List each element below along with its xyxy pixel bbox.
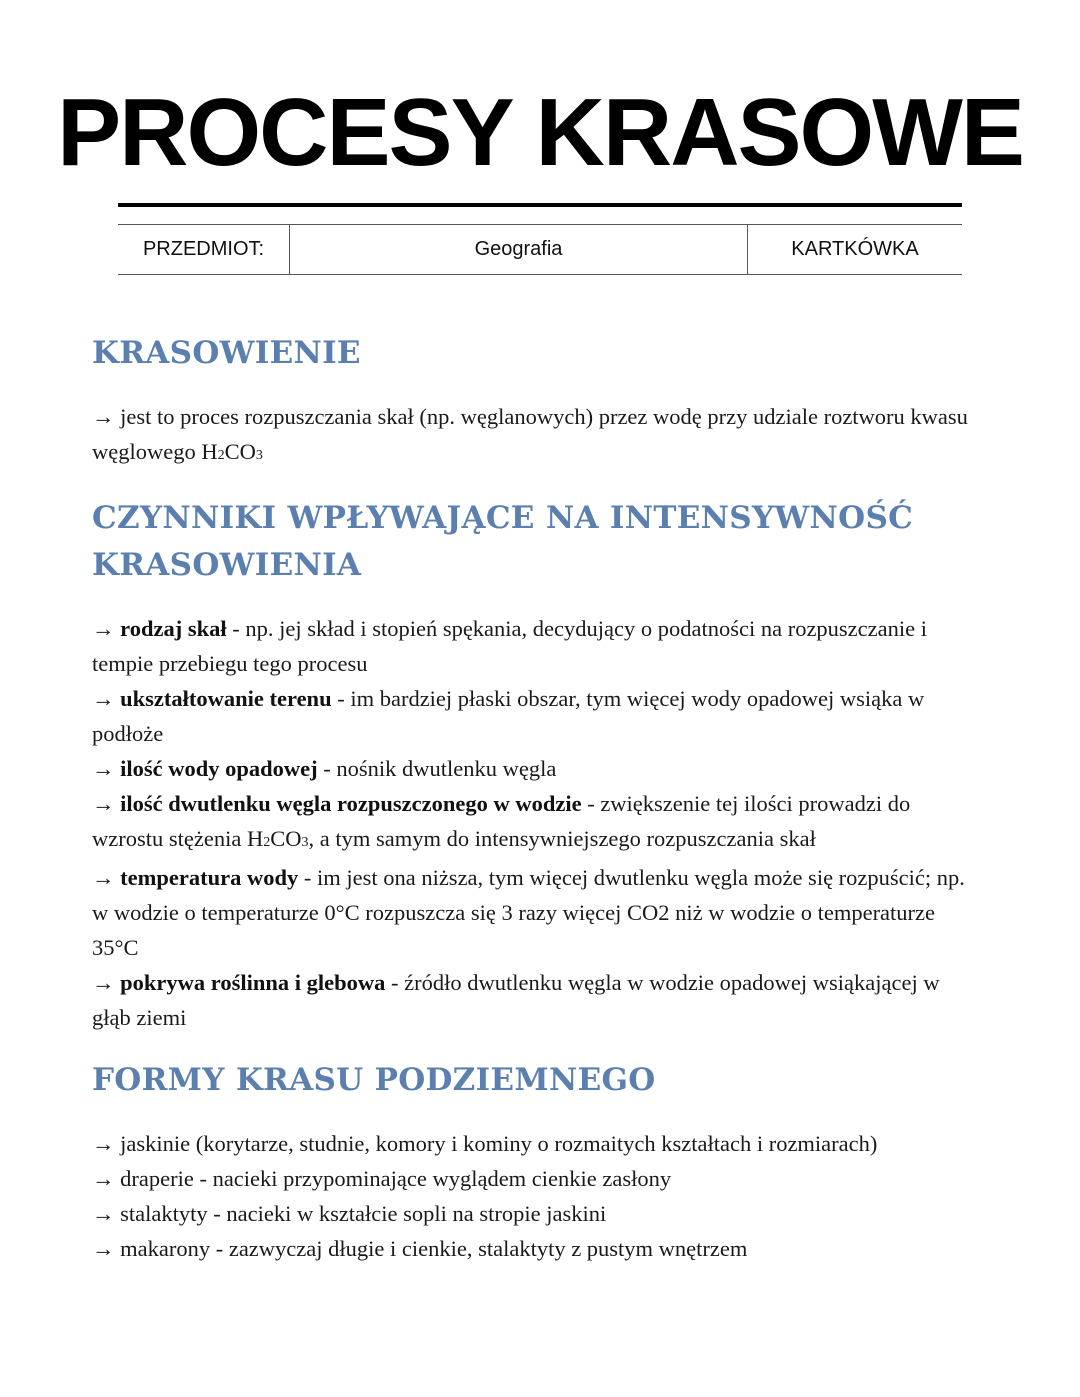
list-item: → rodzaj skał - np. jej skład i stopień spękania, decydujący o podatności na rozpuszczanie i tempie przebiegu tego procesu (92, 616, 927, 676)
arrow-bullet: → (92, 865, 121, 890)
subject-value: Geografia (290, 225, 748, 274)
document-body (92, 330, 982, 1266)
arrow-bullet: → (92, 1166, 121, 1191)
arrow-bullet: → (92, 756, 121, 781)
section-heading-krasowienie: KRASOWIENIE (92, 335, 361, 371)
arrow-bullet: → (92, 404, 121, 429)
arrow-bullet: → (92, 1201, 121, 1226)
meta-table (118, 224, 962, 275)
arrow-bullet: → (92, 686, 121, 711)
list-item: → jaskinie (korytarze, studnie, komory i kominy o rozmaitych kształtach i rozmiarach) (92, 1131, 878, 1156)
list-item: → ilość wody opadowej - nośnik dwutlenku węgla (92, 756, 557, 781)
arrow-bullet: → (92, 1236, 121, 1261)
arrow-bullet: → (92, 1131, 121, 1156)
list-item: → temperatura wody - im jest ona niższa, tym więcej dwutlenku węgla może się rozpuścić; np. w wodzie o temperaturze 0°C rozpuszcza się 3 razy więcej CO2 niż w wodzie o temperaturze 35°C (92, 865, 965, 960)
list-item: → draperie - nacieki przypominające wyglądem cienkie zasłony (92, 1166, 672, 1191)
arrow-bullet: → (92, 970, 121, 995)
definition-paragraph: → jest to proces rozpuszczania skał (np. węglanowych) przez wodę przy udziale roztworu kwasu węglowego H2CO3 (92, 404, 968, 464)
arrow-bullet: → (92, 791, 121, 816)
list-item: → makarony - zazwyczaj długie i cienkie, stalaktyty z pustym wnętrzem (92, 1236, 748, 1261)
arrow-bullet: → (92, 616, 121, 641)
section-heading-czynniki: CZYNNIKI WPŁYWAJĄCE NA INTENSYWNOŚĆ KRASOWIENIA (92, 500, 914, 583)
list-item: → stalaktyty - nacieki w kształcie sopli na stropie jaskini (92, 1201, 607, 1226)
section-heading-formy: FORMY KRASU PODZIEMNEGO (92, 1062, 656, 1098)
page-title: PROCESY KRASOWE (57, 79, 1023, 186)
list-item: → ilość dwutlenku węgla rozpuszczonego w wodzie - zwiększenie tej ilości prowadzi do wzrostu stężenia H2CO3, a tym samym do intensywniejszego rozpuszczania skał (92, 791, 911, 851)
subject-label: PRZEDMIOT: (118, 225, 290, 274)
document-type: KARTKÓWKA (791, 238, 919, 260)
title-divider (118, 203, 962, 207)
list-item: → ukształtowanie terenu - im bardziej płaski obszar, tym więcej wody opadowej wsiąka w podłoże (92, 686, 925, 746)
list-item: → pokrywa roślinna i glebowa - źródło dwutlenku węgla w wodzie opadowej wsiąkającej w głąb ziemi (92, 970, 940, 1030)
